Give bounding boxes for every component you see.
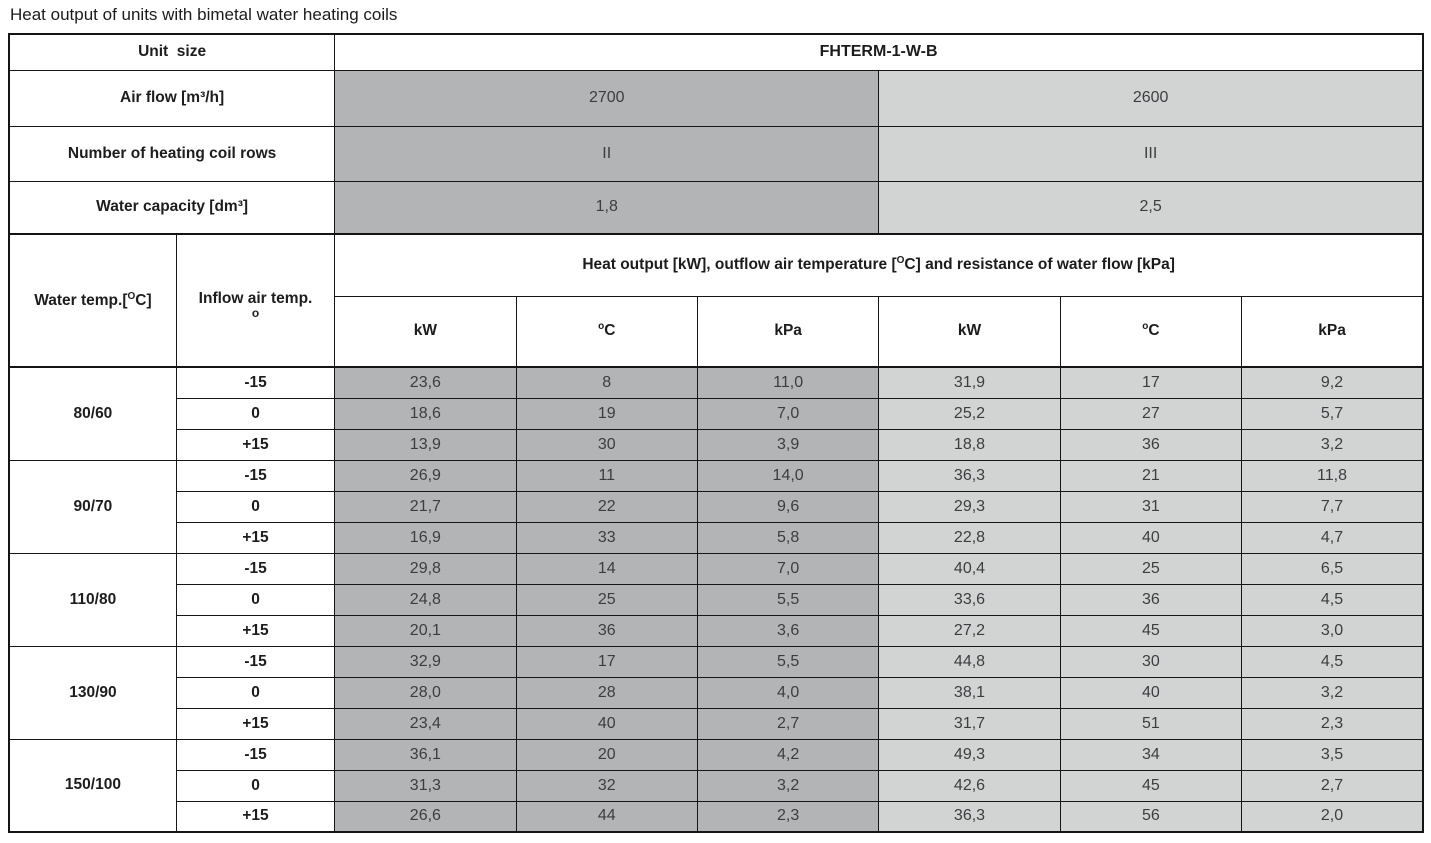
- data-cell: 26,6: [335, 801, 516, 832]
- inflow-temp-cell: +15: [176, 429, 334, 460]
- data-cell: 56: [1060, 801, 1241, 832]
- data-cell: 33: [516, 522, 697, 553]
- data-cell: 36: [516, 615, 697, 646]
- water-capacity-value-1: 1,8: [335, 181, 879, 234]
- data-cell: 36,1: [335, 739, 516, 770]
- inflow-temp-cell: +15: [176, 801, 334, 832]
- data-cell: 34: [1060, 739, 1241, 770]
- col-header-kw-1: kW: [335, 296, 516, 367]
- data-cell: 25: [1060, 553, 1241, 584]
- inflow-temp-cell: 0: [176, 584, 334, 615]
- data-cell: 21,7: [335, 491, 516, 522]
- inflow-temp-cell: 0: [176, 677, 334, 708]
- data-cell: 16,9: [335, 522, 516, 553]
- inflow-temp-cell: 0: [176, 491, 334, 522]
- data-cell: 9,2: [1242, 367, 1423, 398]
- air-flow-label: Air flow [m³/h]: [9, 70, 335, 126]
- data-cell: 19: [516, 398, 697, 429]
- data-cell: 36,3: [879, 460, 1060, 491]
- table-row: [9, 460, 1423, 491]
- table-row: [9, 646, 1423, 677]
- data-cell: 4,5: [1242, 584, 1423, 615]
- data-cell: 23,6: [335, 367, 516, 398]
- data-cell: 51: [1060, 708, 1241, 739]
- data-cell: 5,5: [697, 584, 878, 615]
- data-cell: 28: [516, 677, 697, 708]
- water-temp-cell: 110/80: [9, 553, 176, 646]
- inflow-temp-cell: +15: [176, 522, 334, 553]
- data-cell: 32,9: [335, 646, 516, 677]
- col-header-kpa-2: kPa: [1242, 296, 1423, 367]
- data-cell: 5,8: [697, 522, 878, 553]
- data-cell: 6,5: [1242, 553, 1423, 584]
- col-header-c-1: $^o$C: [516, 296, 697, 367]
- data-cell: 3,2: [1242, 429, 1423, 460]
- data-cell: 45: [1060, 770, 1241, 801]
- data-cell: 28,0: [335, 677, 516, 708]
- inflow-temp-cell: -15: [176, 739, 334, 770]
- water-temp-cell: 130/90: [9, 646, 176, 739]
- unit-size-row: [9, 34, 1423, 70]
- water-temp-header: Water temp.[$^O$C]: [9, 234, 176, 367]
- table-row: [9, 708, 1423, 739]
- heat-output-header: Heat output [kW], outflow air temperature [$^O$C] and resistance of water flow [kPa]: [335, 234, 1423, 296]
- data-cell: 44: [516, 801, 697, 832]
- data-cell: 29,3: [879, 491, 1060, 522]
- data-cell: 23,4: [335, 708, 516, 739]
- table-row: [9, 429, 1423, 460]
- data-cell: 31,3: [335, 770, 516, 801]
- data-cell: 31,9: [879, 367, 1060, 398]
- data-cell: 18,6: [335, 398, 516, 429]
- data-cell: 30: [516, 429, 697, 460]
- table-row: [9, 739, 1423, 770]
- data-cell: 4,7: [1242, 522, 1423, 553]
- table-row: [9, 770, 1423, 801]
- data-cell: 40: [1060, 677, 1241, 708]
- page-title: Heat output of units with bimetal water heating coils: [10, 5, 398, 24]
- data-cell: 36,3: [879, 801, 1060, 832]
- data-cell: 40: [516, 708, 697, 739]
- inflow-temp-cell: 0: [176, 398, 334, 429]
- inflow-temp-cell: +15: [176, 708, 334, 739]
- superscript-o: O: [896, 255, 905, 267]
- data-cell: 27,2: [879, 615, 1060, 646]
- inflow-temp-cell: 0: [176, 770, 334, 801]
- air-flow-row: [9, 70, 1423, 126]
- data-cell: 3,2: [697, 770, 878, 801]
- data-cell: 42,6: [879, 770, 1060, 801]
- water-temp-cell: 80/60: [9, 367, 176, 460]
- data-cell: 14,0: [697, 460, 878, 491]
- data-cell: 3,5: [1242, 739, 1423, 770]
- data-cell: 4,0: [697, 677, 878, 708]
- water-capacity-label: Water capacity [dm³]: [9, 181, 335, 234]
- inflow-temp-cell: -15: [176, 367, 334, 398]
- data-cell: 11,8: [1242, 460, 1423, 491]
- coil-rows-value-1: II: [335, 126, 879, 181]
- data-cell: 2,7: [697, 708, 878, 739]
- data-cell: 5,7: [1242, 398, 1423, 429]
- table-row: [9, 677, 1423, 708]
- data-cell: 9,6: [697, 491, 878, 522]
- col-header-kpa-1: kPa: [697, 296, 878, 367]
- data-cell: 7,0: [697, 398, 878, 429]
- table-row: [9, 491, 1423, 522]
- data-cell: 3,9: [697, 429, 878, 460]
- air-flow-value-2: 2600: [879, 70, 1423, 126]
- water-capacity-row: [9, 181, 1423, 234]
- inflow-temp-cell: -15: [176, 646, 334, 677]
- coil-rows-row: [9, 126, 1423, 181]
- data-cell: 33,6: [879, 584, 1060, 615]
- data-cell: 31,7: [879, 708, 1060, 739]
- data-cell: 13,9: [335, 429, 516, 460]
- data-cell: 29,8: [335, 553, 516, 584]
- table-row: [9, 615, 1423, 646]
- air-flow-value-1: 2700: [335, 70, 879, 126]
- unit-size-value: FHTERM-1-W-B: [335, 34, 1423, 70]
- data-cell: 11,0: [697, 367, 878, 398]
- data-cell: 31: [1060, 491, 1241, 522]
- data-cell: 7,7: [1242, 491, 1423, 522]
- data-cell: 4,5: [1242, 646, 1423, 677]
- data-cell: 25,2: [879, 398, 1060, 429]
- data-cell: 21: [1060, 460, 1241, 491]
- water-temp-cell: 90/70: [9, 460, 176, 553]
- table-row: [9, 398, 1423, 429]
- data-cell: 49,3: [879, 739, 1060, 770]
- data-cell: 2,3: [1242, 708, 1423, 739]
- data-cell: 17: [516, 646, 697, 677]
- data-cell: 22,8: [879, 522, 1060, 553]
- data-cell: 36: [1060, 584, 1241, 615]
- data-cell: 27: [1060, 398, 1241, 429]
- table-row: [9, 584, 1423, 615]
- data-cell: 20,1: [335, 615, 516, 646]
- water-capacity-value-2: 2,5: [879, 181, 1423, 234]
- inflow-temp-cell: -15: [176, 460, 334, 491]
- data-cell: 8: [516, 367, 697, 398]
- data-cell: 2,0: [1242, 801, 1423, 832]
- data-cell: 2,3: [697, 801, 878, 832]
- data-cell: 30: [1060, 646, 1241, 677]
- data-cell: 25: [516, 584, 697, 615]
- data-cell: 14: [516, 553, 697, 584]
- data-cell: 17: [1060, 367, 1241, 398]
- data-cell: 24,8: [335, 584, 516, 615]
- data-cell: 38,1: [879, 677, 1060, 708]
- table-row: [9, 522, 1423, 553]
- heat-output-header-row: [9, 234, 1423, 296]
- data-cell: 5,5: [697, 646, 878, 677]
- data-cell: 36: [1060, 429, 1241, 460]
- col-header-kw-2: kW: [879, 296, 1060, 367]
- col-header-c-2: $^o$C: [1060, 296, 1241, 367]
- table-row: [9, 367, 1423, 398]
- data-cell: 44,8: [879, 646, 1060, 677]
- data-cell: 18,8: [879, 429, 1060, 460]
- inflow-temp-cell: +15: [176, 615, 334, 646]
- inflow-unit-mark: o: [251, 306, 260, 320]
- data-cell: 4,2: [697, 739, 878, 770]
- data-cell: 3,0: [1242, 615, 1423, 646]
- table-row: [9, 553, 1423, 584]
- data-cell: 32: [516, 770, 697, 801]
- inflow-temp-cell: -15: [176, 553, 334, 584]
- data-cell: 40: [1060, 522, 1241, 553]
- data-cell: 22: [516, 491, 697, 522]
- data-cell: 45: [1060, 615, 1241, 646]
- inflow-air-temp-header: Inflow air temp. o: [176, 234, 334, 367]
- water-temp-cell: 150/100: [9, 739, 176, 832]
- table-row: [9, 801, 1423, 832]
- unit-size-label: Unit size: [9, 34, 335, 70]
- data-cell: 3,2: [1242, 677, 1423, 708]
- heat-output-table: [8, 33, 1424, 833]
- data-cell: 11: [516, 460, 697, 491]
- superscript-o: O: [127, 290, 136, 302]
- data-cell: 20: [516, 739, 697, 770]
- coil-rows-label: Number of heating coil rows: [9, 126, 335, 181]
- data-cell: 26,9: [335, 460, 516, 491]
- coil-rows-value-2: III: [879, 126, 1423, 181]
- data-cell: 7,0: [697, 553, 878, 584]
- data-cell: 2,7: [1242, 770, 1423, 801]
- data-cell: 40,4: [879, 553, 1060, 584]
- data-cell: 3,6: [697, 615, 878, 646]
